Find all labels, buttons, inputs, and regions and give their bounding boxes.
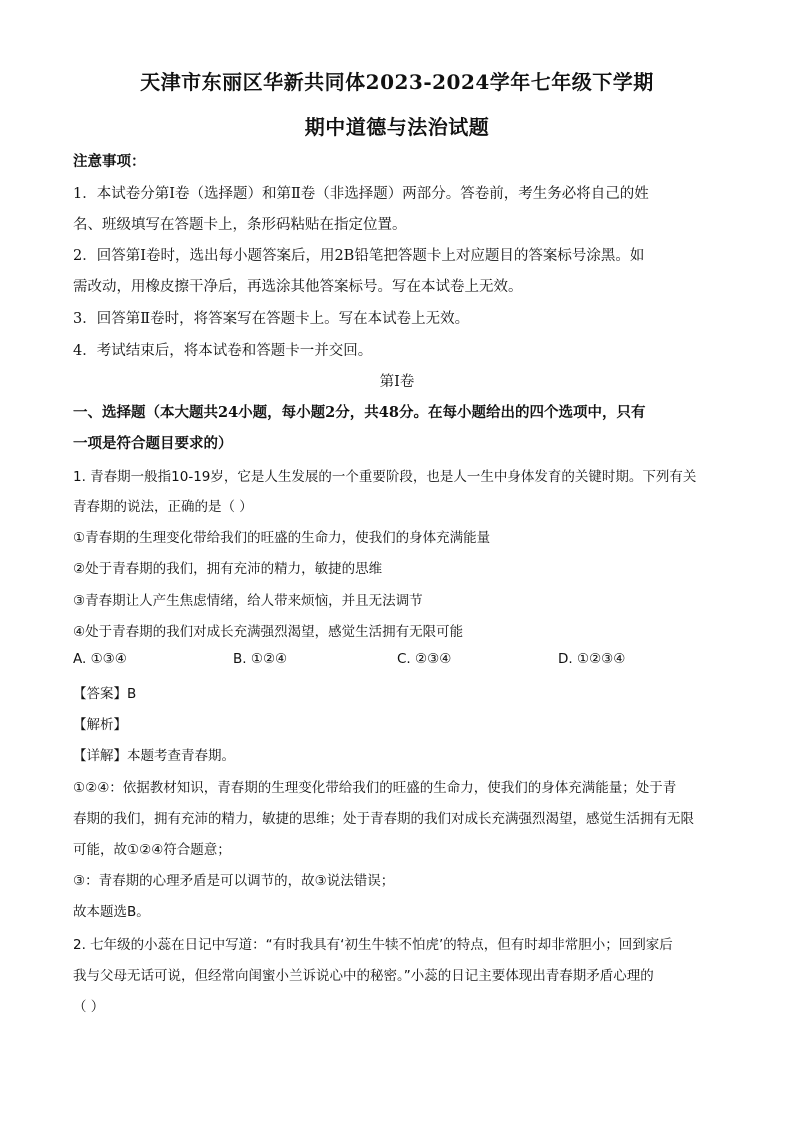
- q1-stem-line2: 青春期的说法，正确的是（ ）: [73, 499, 253, 515]
- q1-explanation-line: 故本题选B。: [73, 904, 150, 920]
- q1-statement: ④处于青春期的我们对成长充满强烈渴望，感觉生活拥有无限可能: [73, 624, 464, 640]
- q1-option-b: B. ①②④: [233, 651, 288, 667]
- notice-item: 需改动，用橡皮擦干净后，再选涂其他答案标号。写在本试卷上无效。: [73, 279, 523, 295]
- q2-stem-line2: 我与父母无话可说，但经常向闺蜜小兰诉说心中的秘密。”小蕊的日记主要体现出青春期矛盾心理的: [73, 968, 654, 984]
- notice-heading: 注意事项：: [73, 153, 146, 170]
- q1-option-c: C. ②③④: [397, 651, 452, 667]
- q1-statement: ①青春期的生理变化带给我们的旺盛的生命力，使我们的身体充满能量: [73, 530, 491, 546]
- q1-statement: ③青春期让人产生焦虑情绪，给人带来烦恼，并且无法调节: [73, 593, 423, 609]
- q1-option-a: A. ①③④: [73, 651, 127, 667]
- volume-title: 第Ⅰ卷: [379, 374, 415, 390]
- q1-option-d: D. ①②③④: [558, 651, 626, 667]
- q1-stem-line1: 1. 青春期一般指10-19岁，它是人生发展的一个重要阶段，也是人一生中身体发育的关键时期。下列有关: [73, 469, 697, 485]
- q1-analysis-label: 【解析】: [73, 717, 127, 733]
- q1-answer: 【答案】B: [73, 686, 137, 702]
- q1-explanation-line: ③：青春期的心理矛盾是可以调节的，故③说法错误；: [73, 873, 395, 889]
- q1-explanation-line: ①②④：依据教材知识，青春期的生理变化带给我们的旺盛的生命力，使我们的身体充满能量；处于青: [73, 780, 677, 796]
- section-instruction-line1: 一、选择题（本大题共24小题，每小题2分，共48分。在每小题给出的四个选项中，只有: [73, 404, 646, 421]
- q2-stem-line1: 2. 七年级的小蕊在日记中写道：“有时我具有‘初生牛犊不怕虎’的特点，但有时却非常胆小；回到家后: [73, 937, 673, 953]
- section-instruction-line2: 一项是符合题目要求的）: [73, 435, 233, 452]
- exam-title-line1: 天津市东丽区华新共同体2023-2024学年七年级下学期: [140, 70, 654, 94]
- q1-explanation-line: 春期的我们，拥有充沛的精力，敏捷的思维；处于青春期的我们对成长充满强烈渴望，感觉生活拥有无限: [73, 811, 694, 827]
- notice-item: 3．回答第Ⅱ卷时，将答案写在答题卡上。写在本试卷上无效。: [73, 311, 470, 327]
- notice-item: 1．本试卷分第Ⅰ卷（选择题）和第Ⅱ卷（非选择题）两部分。答卷前，考生务必将自己的姓: [73, 186, 649, 202]
- notice-item: 2．回答第Ⅰ卷时，选出每小题答案后，用2B铅笔把答题卡上对应题目的答案标号涂黑。如: [73, 248, 645, 264]
- exam-title-line2: 期中道德与法治试题: [304, 115, 490, 139]
- notice-item: 4．考试结束后，将本试卷和答题卡一并交回。: [73, 343, 373, 359]
- q1-statement: ②处于青春期的我们，拥有充沛的精力，敏捷的思维: [73, 561, 383, 577]
- q1-explanation-line: 可能，故①②④符合题意；: [73, 842, 231, 858]
- notice-item: 名、班级填写在答题卡上，条形码粘贴在指定位置。: [73, 217, 407, 233]
- q1-detail: 【详解】本题考查青春期。: [73, 748, 235, 764]
- q2-stem-line3: （ ）: [73, 999, 105, 1015]
